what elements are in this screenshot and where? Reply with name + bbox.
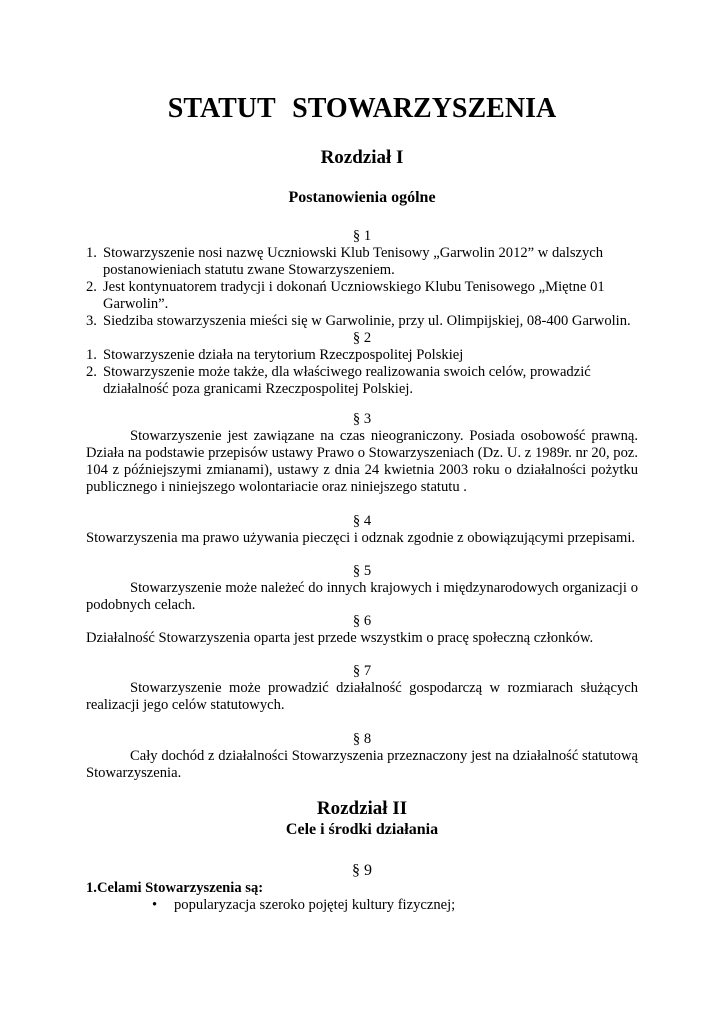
section-5 bbox=[86, 563, 638, 614]
list-item-number: 2. bbox=[86, 279, 97, 295]
section-5-sign: § 5 bbox=[352, 563, 372, 579]
chapter-1-subheading: Postanowienia ogólne bbox=[288, 189, 436, 206]
list-item bbox=[86, 347, 638, 364]
list-item-text: Siedziba stowarzyszenia mieści się w Garwolinie, przy ul. Olimpijskiej, 08-400 Garwolin. bbox=[103, 313, 631, 329]
section-4-text: Stowarzyszenia ma prawo używania pieczęci i odznak zgodnie z obowiązującymi przepisami. bbox=[86, 530, 636, 546]
list-item bbox=[86, 279, 638, 313]
list-item-text: Jest kontynuatorem tradycji i dokonań Uczniowskiego Klubu Tenisowego „Miętne 01 Garwolin”. bbox=[103, 279, 605, 312]
section-8-text: Cały dochód z działalności Stowarzyszenia przeznaczony jest na działalność statutową Stowarzyszenia. bbox=[86, 748, 638, 781]
section-9-bullets bbox=[86, 897, 638, 914]
chapter-1-heading: Rozdział I bbox=[320, 147, 404, 168]
list-item-number: 1. bbox=[86, 347, 97, 363]
section-7 bbox=[86, 663, 638, 714]
list-item bbox=[86, 313, 638, 330]
list-item-number: 1. bbox=[86, 245, 97, 261]
list-item-text: popularyzacja szeroko pojętej kultury fizycznej; bbox=[174, 897, 456, 913]
section-9-sign: § 9 bbox=[352, 862, 372, 879]
section-6-sign: § 6 bbox=[352, 613, 372, 629]
section-1-list bbox=[86, 245, 638, 330]
section-7-sign: § 7 bbox=[352, 663, 372, 679]
section-2-sign: § 2 bbox=[352, 330, 372, 346]
list-item-number: 2. bbox=[86, 364, 97, 380]
list-item bbox=[86, 364, 638, 398]
section-1 bbox=[86, 228, 638, 330]
chapter-2-header bbox=[86, 798, 638, 839]
section-8-sign: § 8 bbox=[352, 731, 372, 747]
section-3-sign: § 3 bbox=[352, 411, 372, 427]
section-3 bbox=[86, 411, 638, 496]
list-item bbox=[86, 245, 638, 279]
section-4 bbox=[86, 513, 638, 547]
section-6 bbox=[86, 613, 638, 647]
document-title: STATUT STOWARZYSZENIA bbox=[167, 93, 557, 124]
chapter-2-heading: Rozdział II bbox=[316, 798, 408, 819]
chapter-1-subheader bbox=[86, 188, 638, 207]
section-8 bbox=[86, 731, 638, 782]
section-2-list bbox=[86, 347, 638, 398]
chapter-1-header bbox=[86, 147, 638, 169]
list-item-number: 3. bbox=[86, 313, 97, 329]
section-5-text: Stowarzyszenie może należeć do innych krajowych i międzynarodowych organizacji o podobnych celach. bbox=[86, 580, 638, 613]
section-4-sign: § 4 bbox=[352, 513, 372, 529]
bullet-icon: • bbox=[152, 897, 158, 913]
section-9-label: 1.Celami Stowarzyszenia są: bbox=[86, 880, 264, 896]
chapter-2-subheading: Cele i środki działania bbox=[285, 821, 439, 838]
list-item-text: Stowarzyszenie działa na terytorium Rzeczpospolitej Polskiej bbox=[103, 347, 464, 363]
section-3-text: Stowarzyszenie jest zawiązane na czas nieograniczony. Posiada osobowość prawną. Działa na podstawie przepisów ustawy Prawo o Stowarzyszeniach (Dz. U. z 1989r. nr 20, poz. 104 z późniejszymi zmianami), ustawy z dnia 24 kwietnia 2003 roku o działalności pożytku publicznego i niniejszego wolontariacie oraz niniejszego statutu . bbox=[86, 428, 638, 495]
list-item bbox=[86, 897, 638, 914]
list-item-text: Stowarzyszenie może także, dla właściwego realizowania swoich celów, prowadzić działalność poza granicami Rzeczpospolitej Polskiej. bbox=[103, 364, 591, 397]
section-6-text: Działalność Stowarzyszenia oparta jest przede wszystkim o pracę społeczną członków. bbox=[86, 630, 594, 646]
section-1-sign: § 1 bbox=[352, 228, 372, 244]
section-2 bbox=[86, 330, 638, 398]
section-9 bbox=[86, 861, 638, 914]
list-item-text: Stowarzyszenie nosi nazwę Uczniowski Klub Tenisowy „Garwolin 2012” w dalszych postanowieniach statutu zwane Stowarzyszeniem. bbox=[103, 245, 604, 278]
section-7-text: Stowarzyszenie może prowadzić działalność gospodarczą w rozmiarach służących realizacji jego celów statutowych. bbox=[86, 680, 638, 713]
